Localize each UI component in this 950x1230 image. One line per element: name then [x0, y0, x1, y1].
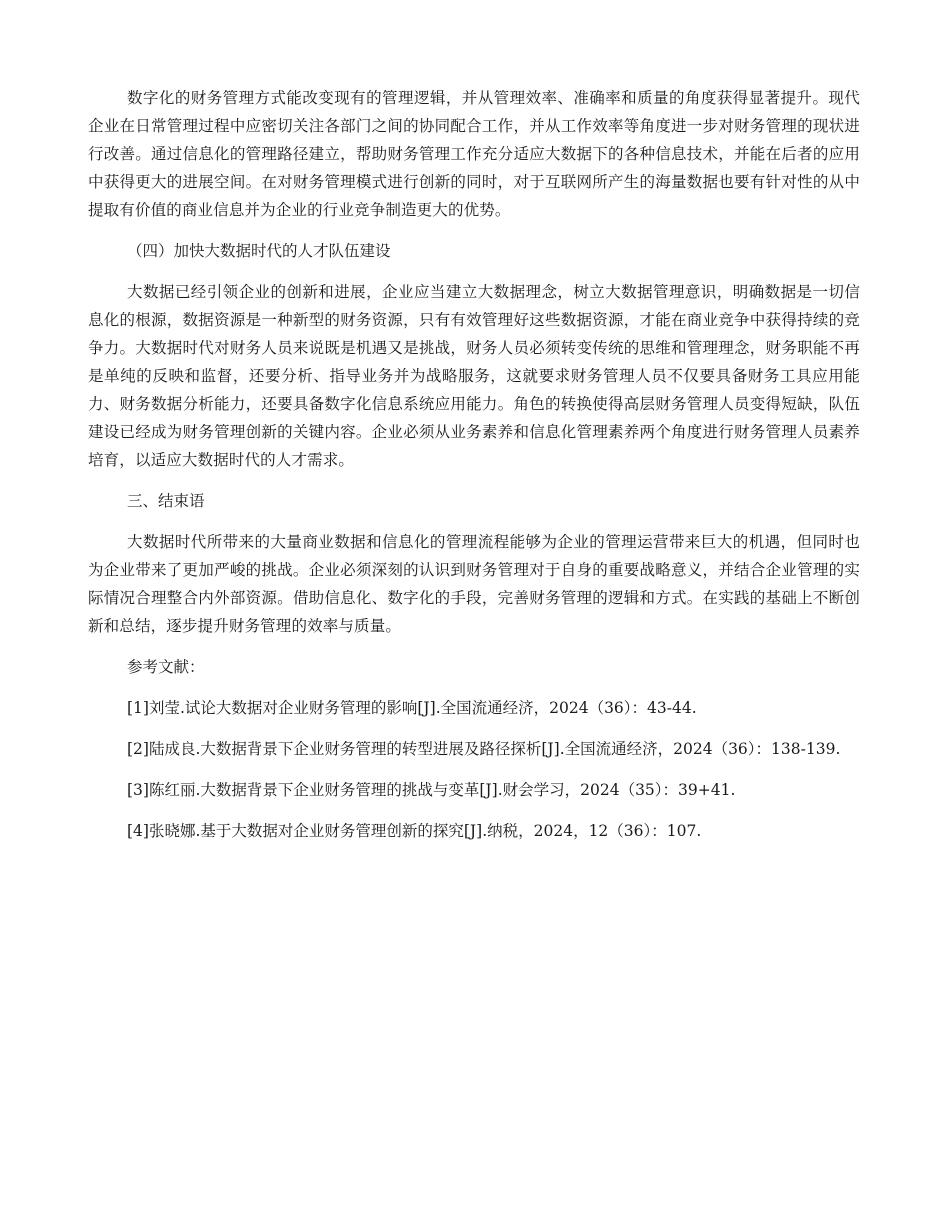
document-page [88, 84, 860, 858]
references-title: 参考文献： [127, 658, 205, 676]
section-heading-talent: （四）加快大数据时代的人才队伍建设 [127, 242, 391, 260]
section-heading-conclusion: 三、结束语 [127, 492, 205, 510]
reference-item: [3]陈红丽.大数据背景下企业财务管理的挑战与变革[J].财会学习，2024（35）：39+41. [127, 781, 736, 799]
paragraph-conclusion: 大数据时代所带来的大量商业数据和信息化的管理流程能够为企业的管理运营带来巨大的机遇，但同时也为企业带来了更加严峻的挑战。企业必须深刻的认识到财务管理对于自身的重要战略意义，并结合企业管理的实际情况合理整合内外部资源。借助信息化、数字化的手段，完善财务管理的逻辑和方式。在实践的基础上不断创新和总结，逐步提升财务管理的效率与质量。 [88, 533, 860, 635]
reference-item: [2]陆成良.大数据背景下企业财务管理的转型进展及路径探析[J].全国流通经济，2024（36）：138-139. [127, 740, 841, 758]
reference-item: [1]刘莹.试论大数据对企业财务管理的影响[J].全国流通经济，2024（36）：43-44. [127, 699, 697, 717]
reference-item: [4]张晓娜.基于大数据对企业财务管理创新的探究[J].纳税，2024，12（36）：107. [127, 822, 702, 840]
paragraph-digital-finance: 数字化的财务管理方式能改变现有的管理逻辑，并从管理效率、准确率和质量的角度获得显著提升。现代企业在日常管理过程中应密切关注各部门之间的协同配合工作，并从工作效率等角度进一步对财务管理的现状进行改善。通过信息化的管理路径建立，帮助财务管理工作充分适应大数据下的各种信息技术，并能在后者的应用中获得更大的进展空间。在对财务管理模式进行创新的同时，对于互联网所产生的海量数据也要有针对性的从中提取有价值的商业信息并为企业的行业竞争制造更大的优势。 [88, 89, 860, 219]
paragraph-talent: 大数据已经引领企业的创新和进展，企业应当建立大数据理念，树立大数据管理意识，明确数据是一切信息化的根源，数据资源是一种新型的财务资源，只有有效管理好这些数据资源，才能在商业竞争中获得持续的竞争力。大数据时代对财务人员来说既是机遇又是挑战，财务人员必须转变传统的思维和管理理念，财务职能不再是单纯的反映和监督，还要分析、指导业务并为战略服务，这就要求财务管理人员不仅要具备财务工具应用能力、财务数据分析能力，还要具备数字化信息系统应用能力。角色的转换使得高层财务管理人员变得短缺，队伍建设已经成为财务管理创新的关键内容。企业必须从业务素养和信息化管理素养两个角度进行财务管理人员素养培育，以适应大数据时代的人才需求。 [88, 283, 860, 469]
